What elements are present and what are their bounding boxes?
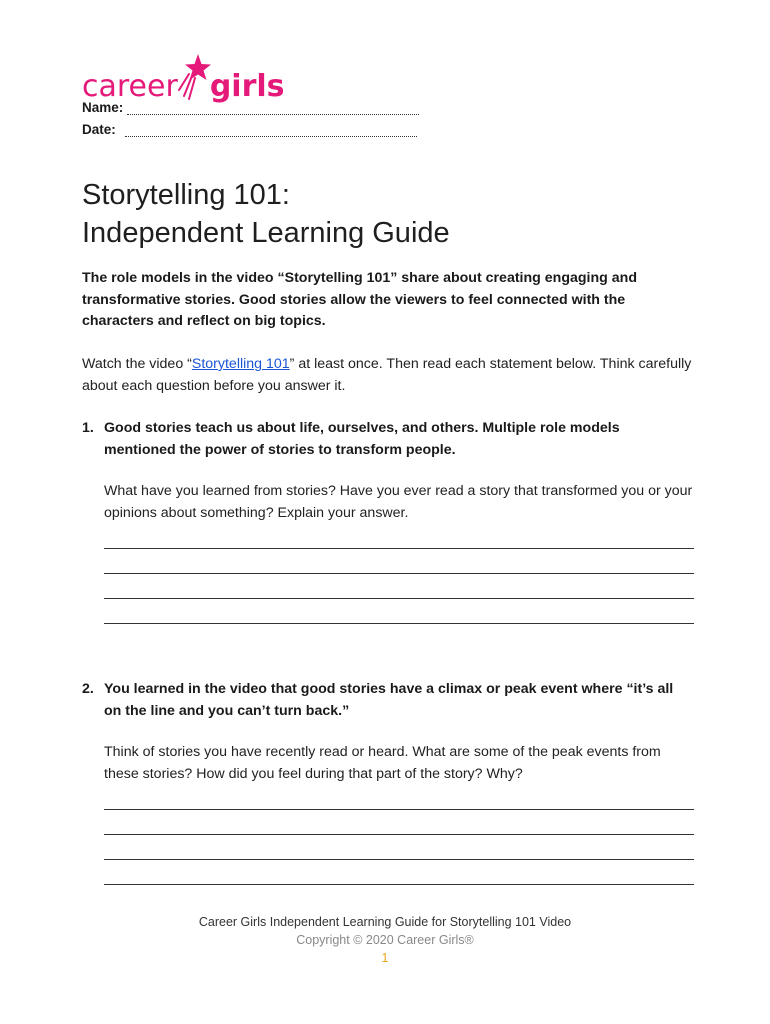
question-text: You learned in the video that good stories have a climax or peak event where “it’s all on the line and you can’t turn back.” bbox=[104, 681, 674, 719]
title-line-2: Independent Learning Guide bbox=[82, 217, 450, 249]
watch-after: ” at least once. Then read each statement below. Think carefully about each question before you answer it. bbox=[82, 356, 692, 394]
answer-line[interactable] bbox=[104, 599, 694, 624]
question-number: 1. bbox=[82, 420, 94, 436]
question-prompt: What have you learned from stories? Have you ever read a story that transformed you or your opinions about something? Explain your answer. bbox=[104, 483, 693, 521]
question-1 bbox=[82, 418, 694, 624]
watch-instructions bbox=[82, 354, 692, 397]
footer bbox=[0, 913, 770, 967]
date-field[interactable] bbox=[82, 122, 417, 137]
logo-word-career: career bbox=[82, 69, 178, 104]
logo-word-girls: girls bbox=[209, 69, 285, 104]
footer-copyright: Copyright © 2020 Career Girls® bbox=[296, 933, 474, 947]
answer-line[interactable] bbox=[104, 785, 694, 810]
career-girls-logo bbox=[82, 52, 285, 102]
name-line[interactable] bbox=[127, 102, 419, 115]
answer-line[interactable] bbox=[104, 860, 694, 885]
answer-line[interactable] bbox=[104, 524, 694, 549]
storytelling-video-link[interactable]: Storytelling 101 bbox=[191, 356, 290, 372]
question-prompt: Think of stories you have recently read or heard. What are some of the peak events from these stories? How did you feel during that part of the story? Why? bbox=[104, 744, 661, 782]
question-number: 2. bbox=[82, 681, 94, 697]
page-title bbox=[82, 176, 450, 252]
intro-paragraph: The role models in the video “Storytelling 101” share about creating engaging and transformative stories. Good stories allow the viewers to feel connected with the characters and reflect on big topics. bbox=[82, 270, 637, 329]
answer-lines[interactable] bbox=[104, 785, 694, 885]
name-field[interactable] bbox=[82, 100, 419, 115]
answer-lines[interactable] bbox=[104, 524, 694, 624]
question-2 bbox=[82, 679, 694, 885]
name-label: Name: bbox=[82, 100, 124, 115]
answer-line[interactable] bbox=[104, 835, 694, 860]
date-label: Date: bbox=[82, 122, 116, 137]
star-icon bbox=[176, 52, 212, 102]
footer-guide-title: Career Girls Independent Learning Guide for Storytelling 101 Video bbox=[198, 915, 572, 929]
answer-line[interactable] bbox=[104, 549, 694, 574]
page-number: 1 bbox=[381, 951, 389, 965]
answer-line[interactable] bbox=[104, 574, 694, 599]
title-line-1: Storytelling 101: bbox=[82, 179, 290, 211]
question-text: Good stories teach us about life, ourselves, and others. Multiple role models mentioned the power of stories to transform people. bbox=[104, 420, 620, 458]
answer-line[interactable] bbox=[104, 810, 694, 835]
date-line[interactable] bbox=[125, 124, 417, 137]
watch-before: Watch the video “ bbox=[82, 356, 192, 372]
